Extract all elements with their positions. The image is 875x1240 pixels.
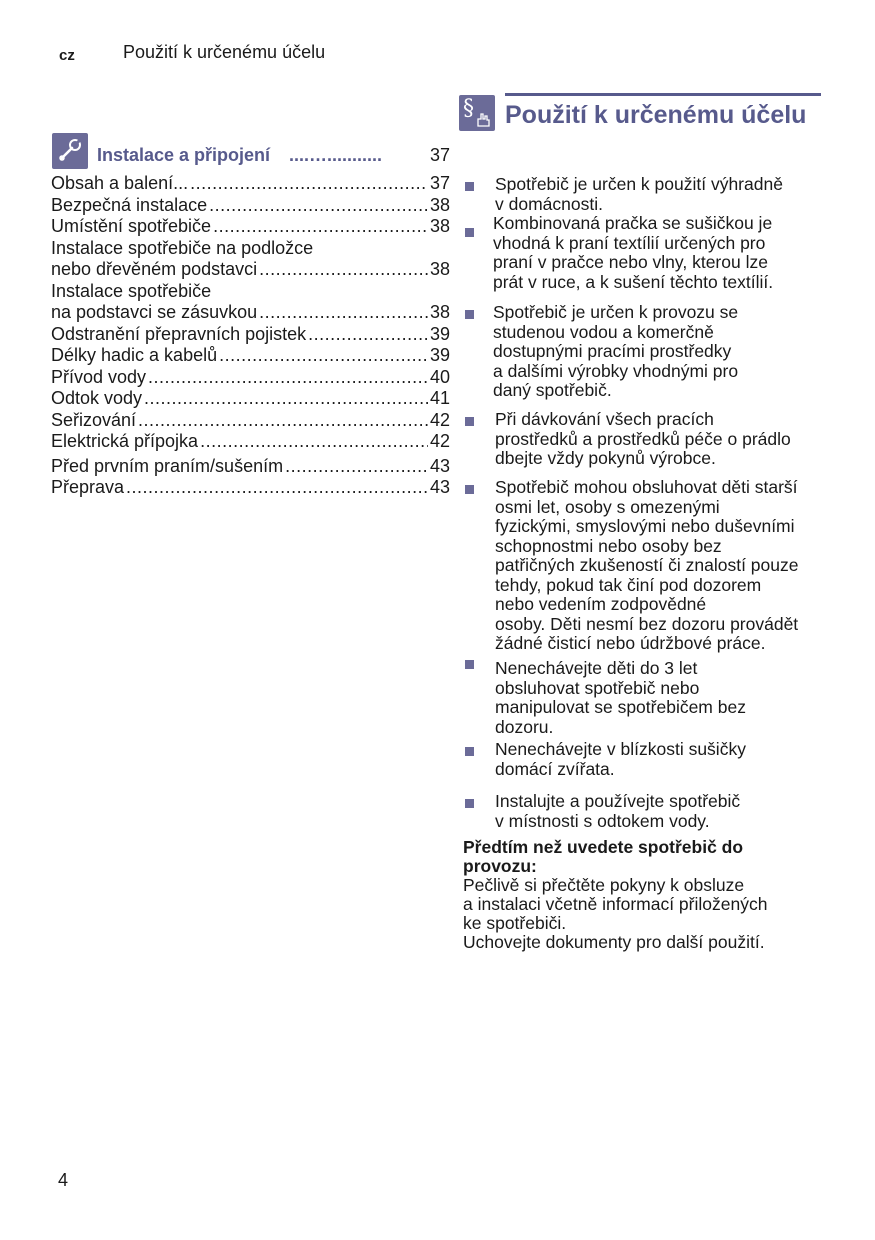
toc-entry-page: 39: [429, 345, 450, 365]
toc-leader: [285, 456, 428, 478]
toc-leader: [259, 302, 428, 324]
toc-section-leader: ....…...........: [289, 145, 383, 165]
toc-entry-text: Přívod vody: [51, 366, 147, 387]
list-item-text: Spotřebič je určen k použití výhradně v domácnosti.: [495, 174, 783, 214]
toc-entry[interactable]: [51, 345, 450, 367]
toc-entry-page: 38: [429, 216, 450, 236]
table-of-contents: [51, 173, 450, 499]
bullet-square-icon: [465, 182, 474, 191]
toc-entry-text: nebo dřevěném podstavci: [51, 259, 258, 279]
toc-entry-text: na podstavci se zásuvkou: [51, 302, 258, 322]
toc-entry-page: 42: [429, 431, 450, 451]
toc-entry[interactable]: [51, 456, 450, 478]
toc-leader: [308, 324, 428, 346]
toc-entry-text: Elektrická přípojka: [51, 431, 199, 451]
toc-section-heading[interactable]: [52, 133, 450, 169]
toc-entry-page: 43: [429, 477, 450, 497]
list-item-text: Nenechávejte děti do 3 let obsluhovat spotřebič nebo manipulovat se spotřebičem bez dozoru.: [495, 658, 746, 737]
bullet-square-icon: [465, 485, 474, 494]
bullet-square-icon: [465, 660, 474, 669]
toc-section-page: 37: [429, 145, 450, 165]
toc-entry-page: 38: [429, 259, 450, 279]
toc-leader: [138, 410, 428, 432]
toc-entry-page: 43: [429, 455, 450, 476]
toc-entry-text: Před prvním praním/sušením: [51, 455, 284, 476]
before-use-block: [463, 838, 843, 952]
toc-entry[interactable]: [51, 281, 450, 303]
toc-leader: [148, 367, 428, 389]
toc-entry[interactable]: [51, 324, 450, 346]
toc-entry-page: 42: [429, 409, 450, 430]
toc-entry-page: 38: [429, 302, 450, 322]
before-use-heading: Předtím než uvedete spotřebič do provozu:: [463, 837, 744, 876]
section-title: Použití k určenému účelu: [505, 101, 807, 129]
toc-entry-page: 38: [429, 194, 450, 215]
toc-entry[interactable]: [51, 216, 450, 238]
toc-leader: [190, 173, 428, 195]
bullet-square-icon: [465, 799, 474, 808]
toc-entry-text: Seřizování: [51, 409, 137, 430]
list-item-text: Spotřebič je určen k provozu se studenou vodou a komerčně dostupnými pracími prostředky a dalšími výrobky vhodnými pro daný spotřebič.: [493, 302, 739, 400]
toc-entry[interactable]: [51, 173, 450, 195]
toc-leader: [213, 216, 428, 238]
toc-entry-text: Obsah a balení...: [51, 173, 189, 193]
toc-entry-text: Instalace spotřebiče: [51, 280, 212, 301]
toc-entry[interactable]: [51, 431, 450, 453]
toc-entry[interactable]: [51, 238, 450, 260]
toc-entry[interactable]: [51, 477, 450, 499]
toc-entry[interactable]: [51, 302, 450, 324]
toc-entry-text: Bezpečná instalace: [51, 194, 208, 215]
toc-entry[interactable]: [51, 388, 450, 410]
wrench-icon: [52, 133, 88, 169]
list-item-text: Nenechávejte v blízkosti sušičky domácí zvířata.: [495, 739, 746, 779]
toc-entry[interactable]: [51, 195, 450, 217]
page-number: 4: [58, 1170, 69, 1190]
toc-entry-text: Přeprava: [51, 477, 125, 497]
toc-leader: [200, 431, 428, 453]
toc-entry-page: 37: [429, 173, 450, 193]
toc-entry-text: Odstranění přepravních pojistek: [51, 323, 307, 344]
list-item-text: Spotřebič mohou obsluhovat děti starší osmi let, osoby s omezenými fyzickými, smyslovými nebo duševními schopnostmi nebo osoby bez patřičných zkušeností či znalostí pouze tehdy, pokud tak činí pod dozorem nebo vedením zodpovědné osoby. Děti nesmí bez dozoru provádět žádné čisticí nebo údržbové práce.: [495, 477, 799, 653]
toc-section-label: Instalace a připojení: [97, 145, 271, 165]
toc-entry[interactable]: [51, 259, 450, 281]
toc-entry-page: 41: [429, 388, 450, 408]
list-item-text: Instalujte a používejte spotřebič v místnosti s odtokem vody.: [495, 791, 741, 831]
toc-leader: [259, 259, 428, 281]
before-use-text: Pečlivě si přečtěte pokyny k obsluze a instalaci včetně informací přiložených ke spotřebiči. Uchovejte dokumenty pro další použití.: [463, 875, 768, 952]
toc-leader: [126, 477, 428, 499]
toc-entry[interactable]: [51, 410, 450, 432]
toc-leader: [219, 345, 428, 367]
toc-entry-text: Umístění spotřebiče: [51, 216, 212, 236]
bullet-square-icon: [465, 747, 474, 756]
bullet-square-icon: [465, 228, 474, 237]
bullet-square-icon: [465, 417, 474, 426]
toc-entry-text: Délky hadic a kabelů: [51, 345, 218, 365]
bullet-square-icon: [465, 310, 474, 319]
paragraph-hand-icon: §: [459, 95, 495, 131]
toc-entry-text: Odtok vody: [51, 388, 143, 408]
toc-leader: [209, 195, 428, 217]
toc-entry-page: 40: [429, 366, 450, 387]
language-code: cz: [59, 47, 75, 64]
section-rule: [505, 93, 821, 96]
list-item-text: Kombinovaná pračka se sušičkou je vhodná k praní textílií určených pro praní v pračce nebo vlny, kterou lze prát v ruce, a k sušení těchto textílií.: [493, 213, 774, 292]
toc-entry[interactable]: [51, 367, 450, 389]
toc-leader: [144, 388, 428, 410]
toc-entry-page: 39: [429, 323, 450, 344]
running-header-title: Použití k určenému účelu: [123, 42, 326, 62]
list-item-text: Při dávkování všech pracích prostředků a prostředků péče o prádlo dbejte vždy pokynů výrobce.: [495, 409, 791, 468]
toc-entry-text: Instalace spotřebiče na podložce: [51, 237, 314, 258]
